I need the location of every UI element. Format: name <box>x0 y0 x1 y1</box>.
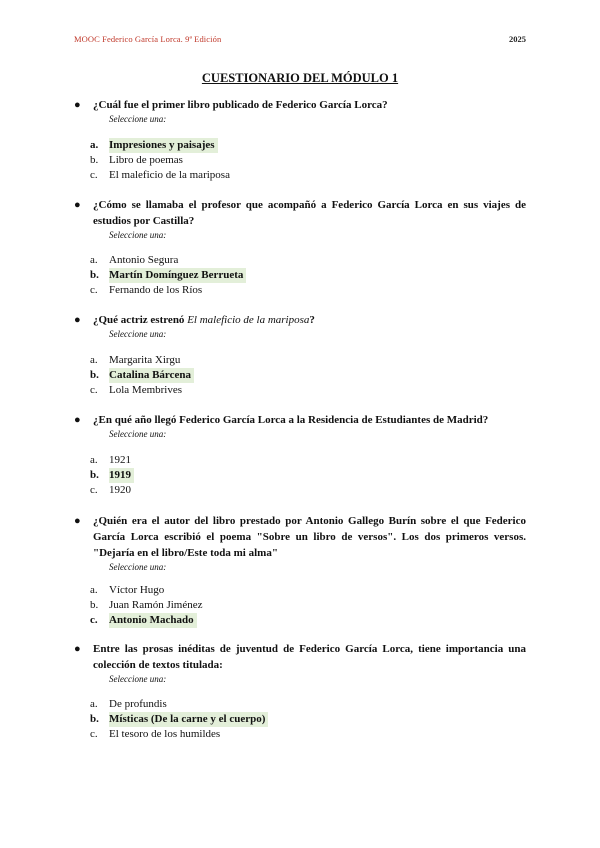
question-1 <box>74 97 526 125</box>
bullet-icon: ● <box>74 515 81 527</box>
question-text: ¿Qué actriz estrenó El maleficio de la mariposa? <box>93 314 315 326</box>
question-text: Entre las prosas inéditas de juventud de Federico García Lorca, tiene importancia una colección de textos titulada: <box>93 643 526 671</box>
options-q1 <box>74 138 526 183</box>
page-header <box>74 34 526 48</box>
option-q6-b[interactable]: b. Místicas (De la carne y el cuerpo) <box>74 712 526 727</box>
option-q2-b[interactable]: b. Martín Domínguez Berrueta <box>74 268 526 283</box>
option-q6-c[interactable]: c. El tesoro de los humildes <box>90 728 221 740</box>
select-hint: Seleccione una: <box>109 429 167 439</box>
option-q4-c[interactable]: c. 1920 <box>90 484 131 496</box>
select-hint: Seleccione una: <box>109 674 167 684</box>
course-name: MOOC Federico García Lorca. 9ª Edición <box>74 34 222 44</box>
bullet-icon: ● <box>74 199 81 211</box>
option-q5-c[interactable]: c. Antonio Machado <box>74 613 526 628</box>
options-q3 <box>74 353 526 398</box>
bullet-icon: ● <box>74 314 81 326</box>
options-q2 <box>74 253 526 298</box>
header-year: 2025 <box>509 34 526 44</box>
select-hint: Seleccione una: <box>109 329 167 339</box>
page-title: CUESTIONARIO DEL MÓDULO 1 <box>201 71 399 85</box>
question-4 <box>74 412 526 440</box>
question-text: ¿Cómo se llamaba el profesor que acompañó a Federico García Lorca en sus viajes de estudios por Castilla? <box>93 199 526 227</box>
options-q4 <box>74 453 526 498</box>
option-q1-a[interactable]: a. Impresiones y paisajes <box>74 138 526 153</box>
question-text: ¿Quién era el autor del libro prestado por Antonio Gallego Burín sobre el que Federico García Lorca escribió el poema "Sobre un libro de versos". Los dos primeros versos. "Dejaría en el libro/Este toda mi alma" <box>93 515 526 559</box>
bullet-icon: ● <box>74 414 81 426</box>
option-q2-a[interactable]: a. Antonio Segura <box>90 254 179 266</box>
bullet-icon: ● <box>74 643 81 655</box>
options-q5 <box>74 583 526 628</box>
option-q3-b[interactable]: b. Catalina Bárcena <box>74 368 526 383</box>
question-2 <box>74 197 526 241</box>
question-5 <box>74 513 526 573</box>
option-q3-c[interactable]: c. Lola Membrives <box>90 384 183 396</box>
question-3 <box>74 312 526 340</box>
option-q3-a[interactable]: a. Margarita Xirgu <box>90 354 181 366</box>
option-q2-c[interactable]: c. Fernando de los Ríos <box>90 284 203 296</box>
question-6 <box>74 641 526 685</box>
question-text: ¿En qué año llegó Federico García Lorca a la Residencia de Estudiantes de Madrid? <box>93 414 489 426</box>
option-q1-b[interactable]: b. Libro de poemas <box>90 154 183 166</box>
option-q5-a[interactable]: a. Víctor Hugo <box>90 584 165 596</box>
select-hint: Seleccione una: <box>109 114 167 124</box>
select-hint: Seleccione una: <box>109 562 167 572</box>
bullet-icon: ● <box>74 99 81 111</box>
option-q4-a[interactable]: a. 1921 <box>90 454 131 466</box>
option-q4-b[interactable]: b. 1919 <box>74 468 526 483</box>
option-q6-a[interactable]: a. De profundis <box>90 698 167 710</box>
question-text: ¿Cuál fue el primer libro publicado de Federico García Lorca? <box>93 99 388 111</box>
option-q5-b[interactable]: b. Juan Ramón Jiménez <box>90 599 203 611</box>
select-hint: Seleccione una: <box>109 230 167 240</box>
options-q6 <box>74 697 526 742</box>
option-q1-c[interactable]: c. El maleficio de la mariposa <box>90 169 230 181</box>
